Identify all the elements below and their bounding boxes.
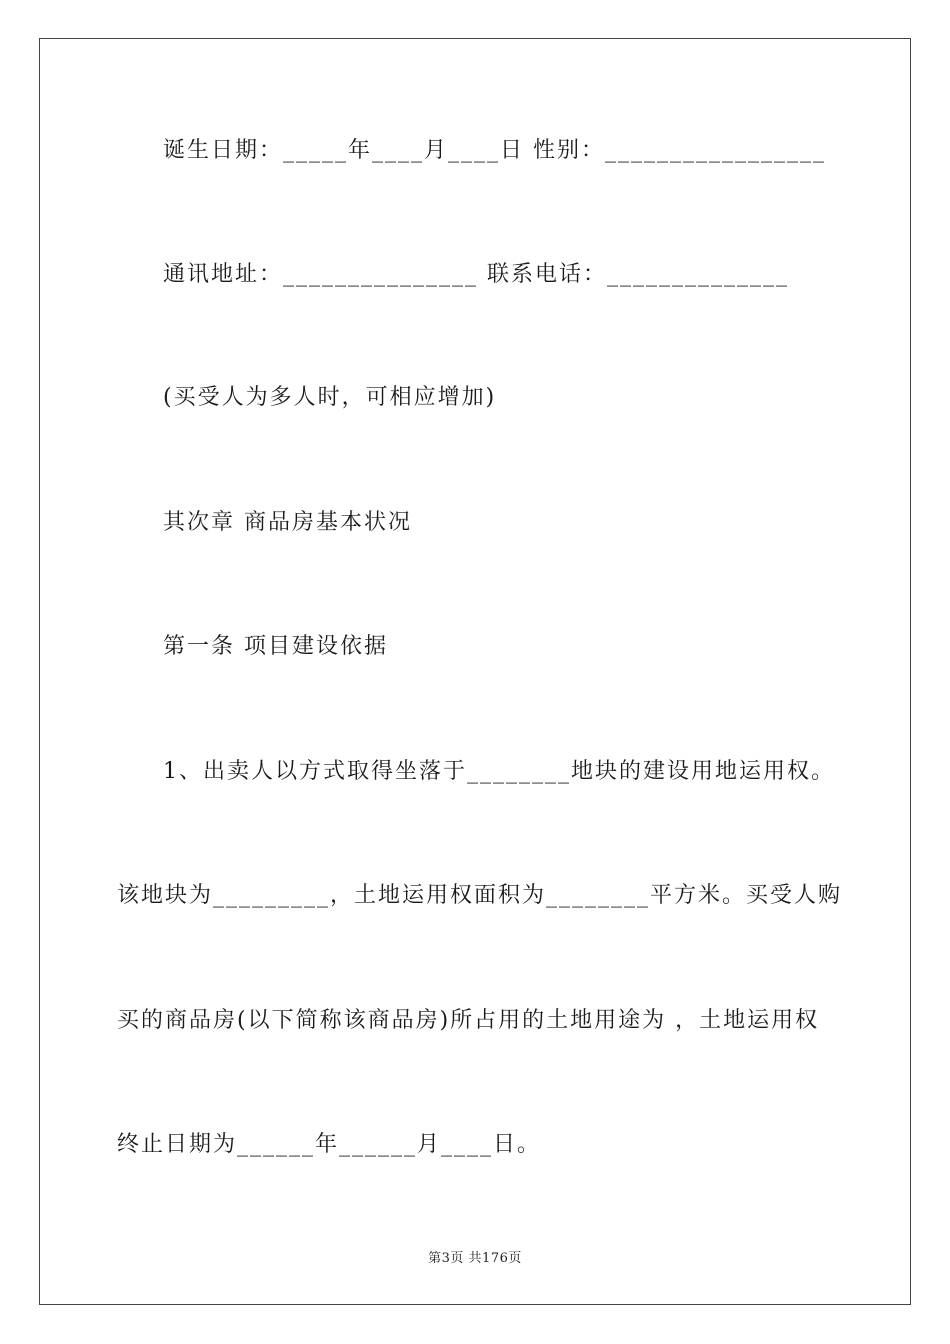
- multiple-buyers-note: (买受人为多人时，可相应增加): [163, 385, 497, 410]
- paragraph-line-4: 终止日期为______年______月____日。: [117, 1132, 542, 1157]
- paragraph-line-2: 该地块为_________，土地运用权面积为________平方米。买受人购: [117, 883, 843, 908]
- page-number-footer: 第3页 共176页: [428, 1251, 522, 1266]
- chapter-heading: 其次章 商品房基本状况: [163, 510, 412, 535]
- article-heading: 第一条 项目建设依据: [163, 634, 388, 659]
- address-phone-line: 通讯地址：_______________ 联系电话：______________: [163, 262, 789, 287]
- paragraph-line-1: 1、出卖人以方式取得坐落于________地块的建设用地运用权。: [163, 759, 835, 784]
- page-border: [39, 38, 911, 1305]
- birthdate-gender-line: 诞生日期：_____年____月____日 性别：_________________: [163, 138, 826, 163]
- paragraph-line-3: 买的商品房(以下简称该商品房)所占用的土地用途为 ，土地运用权: [117, 1008, 820, 1033]
